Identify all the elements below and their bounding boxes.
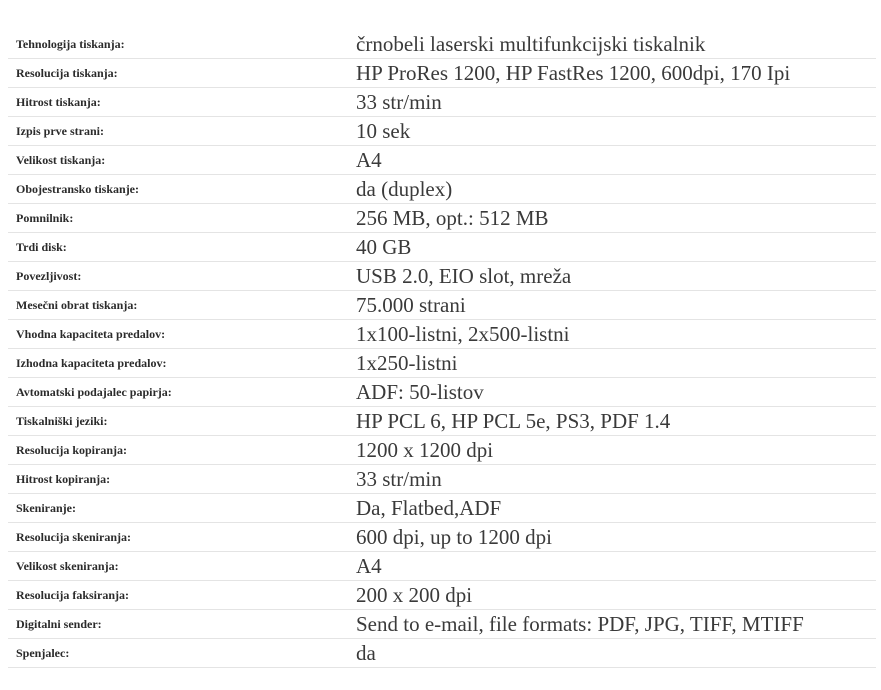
spec-value: Da, Flatbed,ADF [356,495,502,520]
spec-value: ADF: 50-listov [356,379,484,404]
spec-label: Tiskalniški jeziki: [16,413,108,428]
spec-table [8,30,876,668]
spec-label: Mesečni obrat tiskanja: [16,297,138,312]
spec-row [8,494,876,523]
spec-label: Skeniranje: [16,500,76,515]
spec-row [8,349,876,378]
spec-row [8,378,876,407]
spec-label: Digitalni sender: [16,616,102,631]
spec-value: črnobeli laserski multifunkcijski tiskalnik [356,31,706,56]
spec-row [8,233,876,262]
spec-row [8,175,876,204]
spec-label: Resolucija tiskanja: [16,65,118,80]
spec-label: Pomnilnik: [16,210,74,225]
spec-row [8,88,876,117]
spec-value: 33 str/min [356,89,442,114]
spec-row [8,436,876,465]
spec-row [8,291,876,320]
spec-value: da (duplex) [356,176,453,201]
spec-row [8,204,876,233]
spec-row [8,523,876,552]
spec-value: 1x100-listni, 2x500-listni [356,321,570,346]
spec-value: 10 sek [356,118,411,143]
spec-label: Velikost skeniranja: [16,558,119,573]
spec-row [8,59,876,88]
spec-value: 40 GB [356,234,412,259]
spec-label: Velikost tiskanja: [16,152,106,167]
spec-row [8,407,876,436]
spec-label: Vhodna kapaciteta predalov: [16,326,166,341]
spec-label: Povezljivost: [16,268,82,283]
spec-value: 1x250-listni [356,350,458,375]
spec-row [8,146,876,175]
spec-label: Resolucija faksiranja: [16,587,129,602]
spec-value: 33 str/min [356,466,442,491]
spec-label: Izpis prve strani: [16,123,104,138]
spec-row [8,610,876,639]
spec-row [8,117,876,146]
spec-label: Resolucija kopiranja: [16,442,127,457]
spec-label: Izhodna kapaciteta predalov: [16,355,167,370]
spec-value: A4 [356,553,382,578]
spec-row [8,639,876,668]
spec-row [8,320,876,349]
spec-value: da [356,640,376,665]
spec-label: Trdi disk: [16,239,67,254]
spec-row [8,465,876,494]
spec-label: Spenjalec: [16,645,70,660]
spec-label: Hitrost kopiranja: [16,471,111,486]
spec-value: 1200 x 1200 dpi [356,437,494,462]
spec-label: Obojestransko tiskanje: [16,181,140,196]
spec-value: A4 [356,147,382,172]
spec-value: 256 MB, opt.: 512 MB [356,205,549,230]
spec-row [8,262,876,291]
spec-label: Hitrost tiskanja: [16,94,101,109]
spec-value: 200 x 200 dpi [356,582,473,607]
spec-row [8,30,876,59]
spec-label: Resolucija skeniranja: [16,529,131,544]
spec-value: HP PCL 6, HP PCL 5e, PS3, PDF 1.4 [356,408,671,433]
spec-row [8,552,876,581]
spec-label: Avtomatski podajalec papirja: [16,384,172,399]
spec-value: USB 2.0, EIO slot, mreža [356,263,572,288]
spec-row [8,581,876,610]
spec-value: 75.000 strani [356,292,466,317]
spec-label: Tehnologija tiskanja: [16,36,125,51]
spec-value: 600 dpi, up to 1200 dpi [356,524,553,549]
spec-value: HP ProRes 1200, HP FastRes 1200, 600dpi, 170 Ipi [356,60,791,85]
spec-value: Send to e-mail, file formats: PDF, JPG, TIFF, MTIFF [356,611,804,636]
